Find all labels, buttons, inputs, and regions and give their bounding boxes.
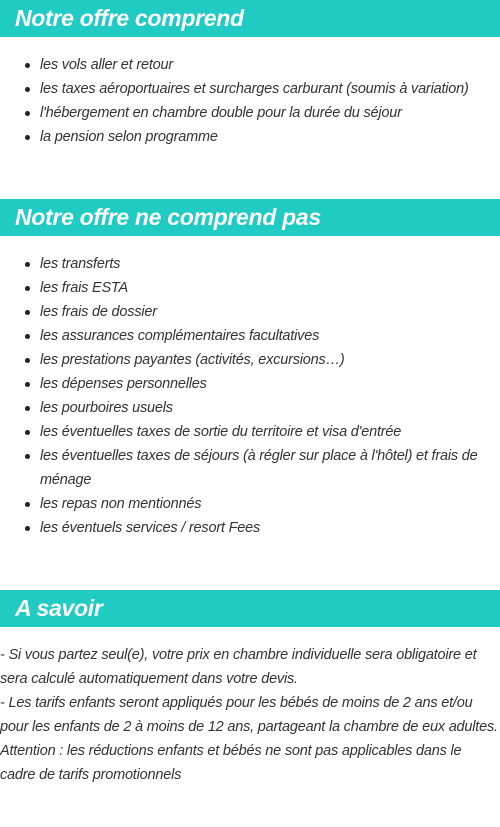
list-item-label: les éventuelles taxes de sortie du territoire et visa d'entrée [40,424,402,440]
list-item-label: les repas non mentionnés [40,496,202,512]
list-item-label: la pension selon programme [40,129,218,145]
list-item [40,324,500,348]
list-item [40,300,500,324]
list-item-label: les prestations payantes (activités, excursions…) [40,352,345,368]
bullet-icon [25,286,30,291]
list-item-label: les assurances complémentaires facultatives [40,328,320,344]
list-item-label: les frais ESTA [40,280,128,296]
bullet-icon [25,262,30,267]
bullet-icon [25,135,30,140]
list-item [40,125,500,149]
bullet-icon [25,502,30,507]
list-item [40,444,500,492]
offer-excludes-title: Notre offre ne comprend pas [0,199,500,236]
list-item-label: les éventuels services / resort Fees [40,520,261,536]
list-item [40,77,500,101]
offer-includes-title: Notre offre comprend [0,0,500,37]
bullet-icon [25,382,30,387]
bullet-icon [25,111,30,116]
a-savoir-title: A savoir [0,590,500,627]
list-item [40,420,500,444]
list-item-label: les transferts [40,256,121,272]
list-item-label: les taxes aéroportuaires et surcharges carburant (soumis à variation) [40,81,469,97]
a-savoir-text [0,643,500,787]
bullet-icon [25,430,30,435]
bullet-icon [25,526,30,531]
list-item [40,276,500,300]
bullet-icon [25,334,30,339]
bullet-icon [25,454,30,459]
list-item [40,348,500,372]
a-savoir-paragraph: - Si vous partez seul(e), votre prix en chambre individuelle sera obligatoire et sera calculé automatiquement dans votre devis. [0,647,477,687]
offer-excludes-list [0,252,500,540]
bullet-icon [25,87,30,92]
list-item-label: les dépenses personnelles [40,376,207,392]
a-savoir-paragraph: Attention : les réductions enfants et bébés ne sont pas applicables dans le cadre de tarifs promotionnels [0,743,462,783]
a-savoir-paragraph: - Les tarifs enfants seront appliqués pour les bébés de moins de 2 ans et/ou pour les enfants de 2 à moins de 12 ans, partageant la chambre de eux adultes. [0,695,498,735]
list-item [40,252,500,276]
bullet-icon [25,358,30,363]
list-item-label: les pourboires usuels [40,400,173,416]
list-item [40,396,500,420]
list-item-label: les vols aller et retour [40,57,174,73]
list-item-label: les frais de dossier [40,304,157,320]
list-item [40,516,500,540]
list-item [40,372,500,396]
bullet-icon [25,63,30,68]
list-item-label: l'hébergement en chambre double pour la durée du séjour [40,105,402,121]
offer-includes-list [0,53,500,149]
bullet-icon [25,310,30,315]
list-item-label: les éventuelles taxes de séjours (à régler sur place à l'hôtel) et frais de ménage [40,448,478,488]
list-item [40,53,500,77]
list-item [40,101,500,125]
list-item [40,492,500,516]
bullet-icon [25,406,30,411]
